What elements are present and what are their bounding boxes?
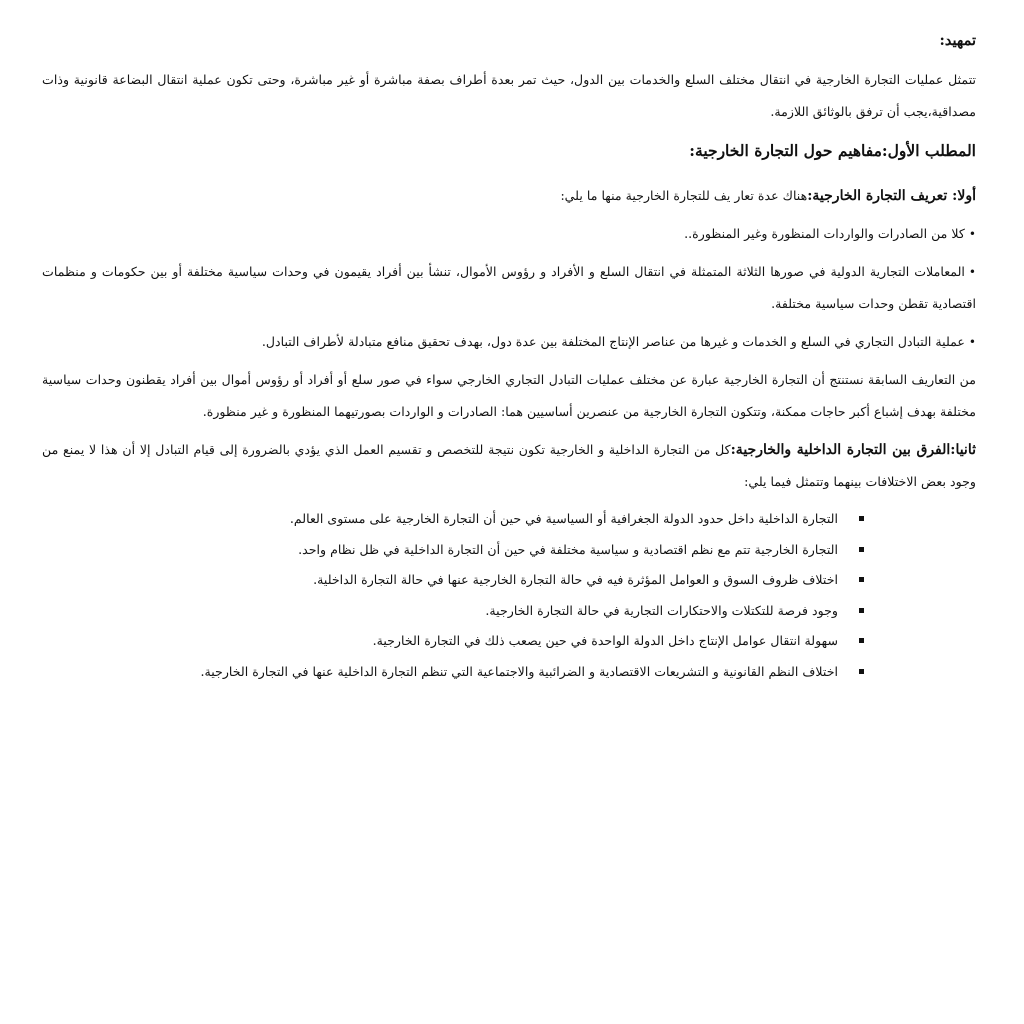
document-page xyxy=(42,30,976,687)
section-heading: المطلب الأول:مفاهيم حول التجارة الخارجية: xyxy=(689,141,976,160)
definition-paragraph xyxy=(42,180,976,212)
definition-lead: أولا: تعريف التجارة الخارجية: xyxy=(807,188,976,204)
square-bullet-icon xyxy=(859,669,864,674)
list-item-text: التجارة الداخلية داخل حدود الدولة الجغرافية أو السياسية في حين أن التجارة الخارجية على مستوى العالم. xyxy=(289,511,838,526)
conclusion-paragraph: من التعاريف السابقة نستنتج أن التجارة الخارجية عبارة عن مختلف عمليات التبادل التجاري الخارجي سواء في صور سلع أو أفراد أو رؤوس أموال بين أفراد يقطنون وحدات سياسية مختلفة بهدف إشباع أكبر حاجات ممكنة، وتتكون التجارة الخارجية من عنصرين أساسيين هما: الصادرات و الواردات بصورتيهما المنظورة و غير منظورة. xyxy=(42,372,976,419)
list-item-text: اختلاف ظروف السوق و العوامل المؤثرة فيه في حالة التجارة الخارجية عنها في حالة التجارة الداخلية. xyxy=(313,572,838,587)
difference-paragraph xyxy=(42,434,976,498)
square-bullet-icon xyxy=(859,547,864,552)
bullet-icon: • xyxy=(968,227,976,241)
list-item xyxy=(42,535,864,566)
definition-item xyxy=(42,326,976,358)
bullet-icon: • xyxy=(968,265,976,279)
difference-lead: ثانيا:الفرق بين التجارة الداخلية والخارجية: xyxy=(730,442,976,458)
square-bullet-icon xyxy=(859,608,864,613)
list-item-text: وجود فرصة للتكتلات والاحتكارات التجارية في حالة التجارة الخارجية. xyxy=(485,602,838,618)
differences-list xyxy=(42,504,976,687)
definition-item xyxy=(42,218,976,250)
list-item xyxy=(42,596,864,627)
definition-item xyxy=(42,256,976,320)
square-bullet-icon xyxy=(859,577,864,582)
square-bullet-icon xyxy=(859,516,864,521)
list-item-text: التجارة الخارجية تتم مع نظم اقتصادية و سياسية مختلفة في حين أن التجارة الداخلية في ظل نظام واحد. xyxy=(298,541,838,557)
intro-paragraph: تتمثل عمليات التجارة الخارجية في انتقال مختلف السلع والخدمات بين الدول، حيث تمر بعدة أطراف بصفة مباشرة أو غير مباشرة، وحتى تكون عملية انتقال البضاعة قانونية وذات مصداقية،يجب أن ترفق بالوثائق اللازمة. xyxy=(42,72,976,119)
definition-text: المعاملات التجارية الدولية في صورها الثلاثة المتمثلة في انتقال السلع و الأفراد و رؤوس الأموال، تنشأ بين أفراد يقيمون في وحدات سياسية مختلفة أو بين حكومات و منظمات اقتصادية تقطن وحدات سياسية مختلفة. xyxy=(42,264,976,311)
list-item xyxy=(42,626,864,657)
difference-intro: كل من التجارة الداخلية و الخارجية تكون نتيجة للتخصص و تقسيم العمل الذي يؤدي بالضرورة إلى قيام التبادل إلا أن هذا لا يمنع من وجود بعض الاختلافات بينهما وتتمثل فيما يلي: xyxy=(42,442,976,489)
list-item xyxy=(42,504,864,535)
square-bullet-icon xyxy=(859,638,864,643)
list-item xyxy=(42,565,864,596)
list-item-text: سهولة انتقال عوامل الإنتاج داخل الدولة الواحدة في حين يصعب ذلك في التجارة الخارجية. xyxy=(372,633,838,648)
list-item-text: اختلاف النظم القانونية و التشريعات الاقتصادية و الضرائبية والاجتماعية التي تنظم التجارة الداخلية عنها في التجارة الخارجية. xyxy=(200,663,838,679)
definition-text: كلا من الصادرات والواردات المنظورة وغير المنظورة.. xyxy=(684,226,965,241)
definition-text: عملية التبادل التجاري في السلع و الخدمات و غيرها من عناصر الإنتاج المختلفة بين عدة دول، بهدف تحقيق منافع متبادلة لأطراف التبادل. xyxy=(261,334,965,349)
definition-intro: هناك عدة تعار يف للتجارة الخارجية منها ما يلي: xyxy=(560,188,808,203)
bullet-icon: • xyxy=(968,335,976,349)
list-item xyxy=(42,657,864,688)
intro-heading: تمهيد: xyxy=(939,32,976,49)
